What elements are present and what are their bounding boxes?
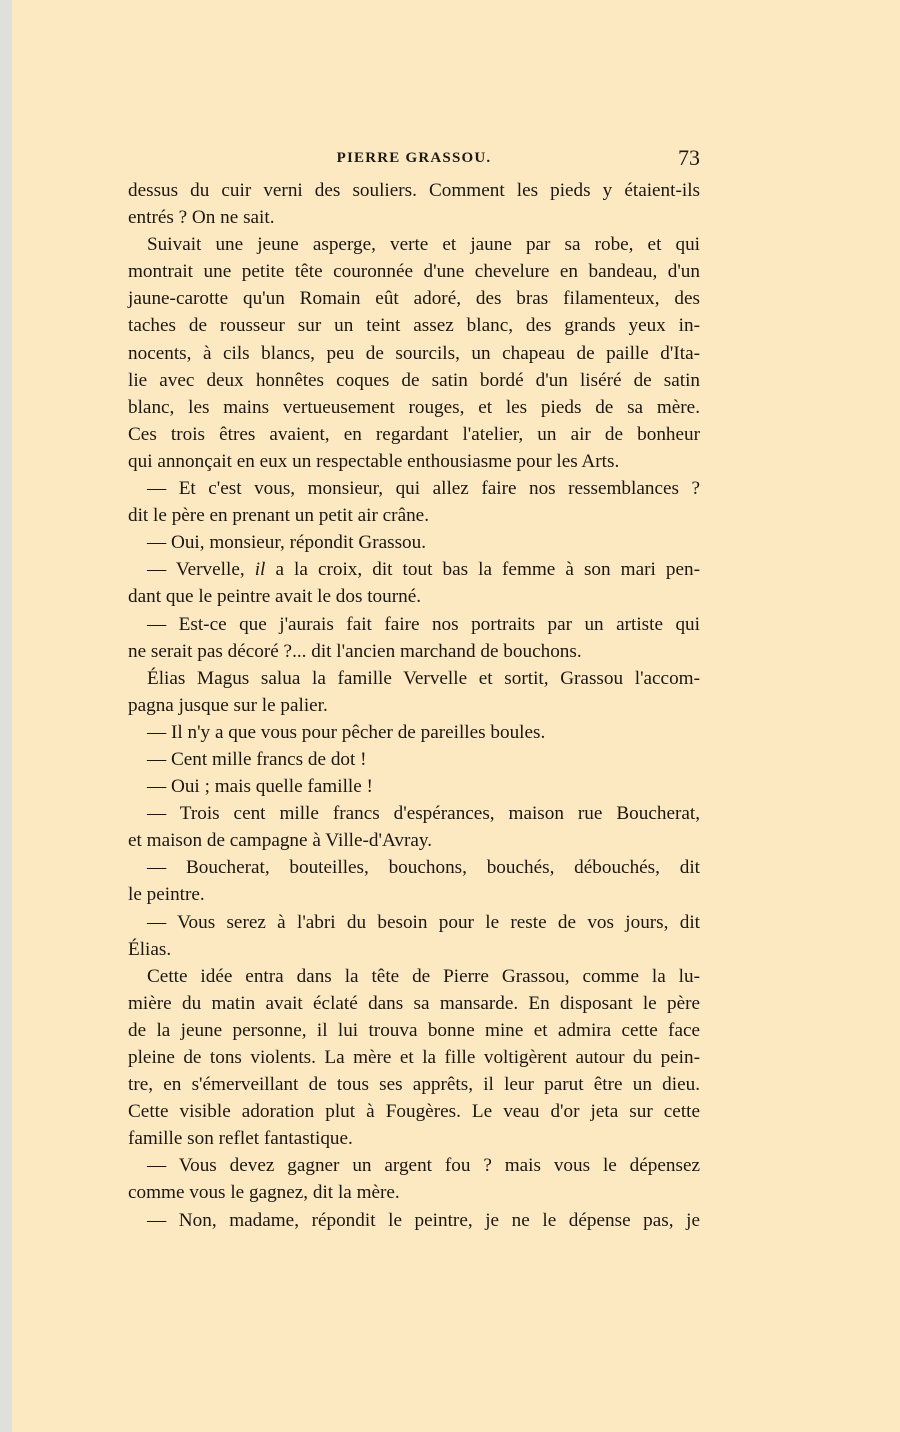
text-line: lie avec deux honnêtes coques de satin bordé d'un liséré de satin [128,369,700,391]
text-line: pagna jusque sur le palier. [128,694,328,716]
text-line: — Cent mille francs de dot ! [147,748,367,770]
text-line: Ces trois êtres avaient, en regardant l'atelier, un air de bonheur [128,423,700,445]
text-line: pleine de tons violents. La mère et la fille voltigèrent autour du pein- [128,1047,700,1068]
text-line: — Oui ; mais quelle famille ! [147,776,373,798]
text-line: Suivait une jeune asperge, verte et jaune par sa robe, et qui [147,234,700,256]
text-fragment: — Vervelle, [147,559,255,581]
body-text [128,177,700,1234]
italic-emphasis: il [254,559,266,581]
text-line: — Boucherat, bouteilles, bouchons, bouchés, débouchés, dit [147,857,700,879]
text-line: — Non, madame, répondit le peintre, je ne le dépense pas, je [147,1209,700,1231]
running-title: PIERRE GRASSOU. [336,150,492,166]
text-line: dant que le peintre avait le dos tourné. [128,586,422,608]
text-line: — Il n'y a que vous pour pêcher de pareilles boules. [147,721,546,743]
text-line: tre, en s'émerveillant de tous ses apprêts, il leur parut être un dieu. [128,1074,700,1096]
text-line: entrés ? On ne sait. [128,207,275,229]
text-line: — Vous devez gagner un argent fou ? mais vous le dépensez [147,1155,700,1177]
text-line: nocents, à cils blancs, peu de sourcils, un chapeau de paille d'Ita- [128,342,700,364]
text-line: mière du matin avait éclaté dans sa mansarde. En disposant le père [128,992,700,1014]
text-line: dessus du cuir verni des souliers. Comment les pieds y étaient-ils [128,180,700,201]
text-line: famille son reflet fantastique. [128,1128,353,1150]
running-head [128,147,700,169]
text-line: jaune-carotte qu'un Romain eût adoré, des bras filamenteux, des [128,288,700,310]
text-line: comme vous le gagnez, dit la mère. [128,1182,400,1204]
text-line: le peintre. [128,884,205,906]
text-line: Élias. [128,938,172,960]
text-line: taches de rousseur sur un teint assez blanc, des grands yeux in- [128,315,700,337]
text-line: et maison de campagne à Ville-d'Avray. [128,830,433,852]
text-line: qui annonçait en eux un respectable enthousiasme pour les Arts. [128,450,620,472]
text-line: Élias Magus salua la famille Vervelle et sortit, Grassou l'accom- [147,667,700,689]
text-line [128,556,700,583]
text-line: Cette idée entra dans la tête de Pierre Grassou, comme la lu- [147,965,700,987]
page-number: 73 [678,145,700,170]
text-line: — Et c'est vous, monsieur, qui allez faire nos ressemblances ? [147,478,700,500]
text-line: Cette visible adoration plut à Fougères. Le veau d'or jeta sur cette [128,1101,700,1123]
text-line: dit le père en prenant un petit air crâne. [128,505,429,527]
text-line: blanc, les mains vertueusement rouges, et les pieds de sa mère. [128,396,700,418]
text-line: — Est-ce que j'aurais fait faire nos portraits par un artiste qui [147,613,700,635]
text-line: de la jeune personne, il lui trouva bonne mine et admira cette face [128,1019,700,1041]
text-line: montrait une petite tête couronnée d'une chevelure en bandeau, d'un [128,261,700,283]
text-line: — Oui, monsieur, répondit Grassou. [147,532,427,554]
text-line: — Trois cent mille francs d'espérances, maison rue Boucherat, [147,803,700,825]
text-fragment: a la croix, dit tout bas la femme à son mari pen- [265,559,701,581]
text-line: — Vous serez à l'abri du besoin pour le reste de vos jours, dit [147,911,700,933]
text-line: ne serait pas décoré ?... dit l'ancien marchand de bouchons. [128,640,582,662]
scan-edge-strip [0,0,12,1432]
